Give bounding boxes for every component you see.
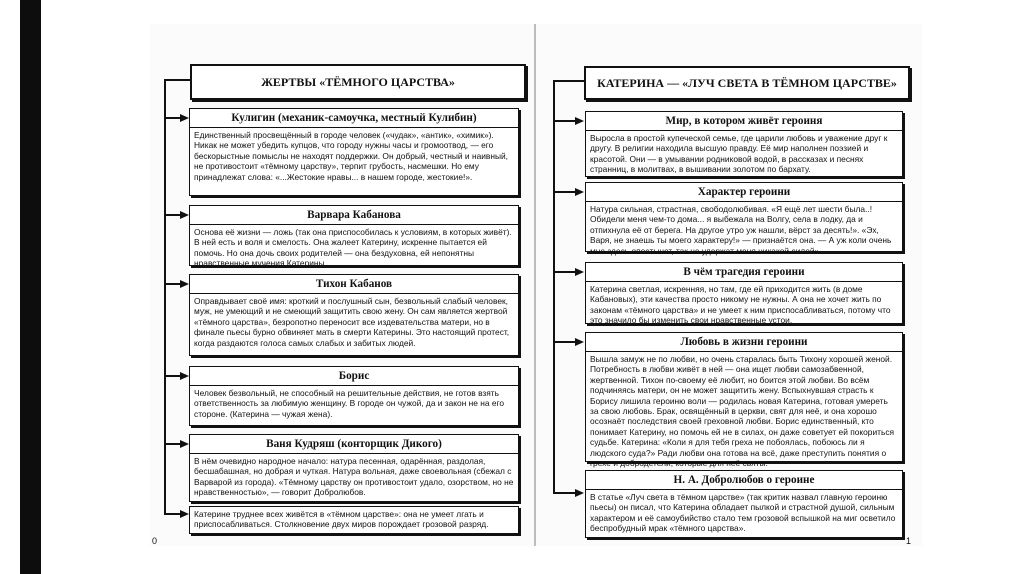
page-number: 0 xyxy=(152,536,158,546)
card-body: В нём очевидно народное начало: натура песенная, одарённая, раздолая, бесшабашная, но добрая и чуткая. Натура вольная, даже своевольная (сбежал с Варварой из города). «Тёмному царству он противостоит удало, озорством, но не нравственностью», — говорит Добролюбов. xyxy=(189,453,519,502)
card-varvara xyxy=(189,205,519,269)
card-tragedy xyxy=(585,262,903,324)
branch-line xyxy=(553,271,576,273)
card-title: Варвара Кабанова xyxy=(189,205,519,225)
card-body: Единственный просвещённый в городе человек («чудак», «антик», «химик»). Никак не может убедить купцов, что городу нужны часы и громоотвод, — его бескорыстные помыслы не находят поддержки. Он добрый, честный и наивный, не противостоит «тёмному царству», терпит грубость, насмешки. Но ему принадлежат слова: «...Жестокие нравы... в нашем городе, жестокие!». xyxy=(189,127,519,196)
card-kudryash xyxy=(189,434,519,502)
card-love xyxy=(585,332,903,469)
arrow-right-icon xyxy=(180,440,189,448)
right-main-title: КАТЕРИНА — «ЛУЧ СВЕТА В ТЁМНОМ ЦАРСТВЕ» xyxy=(584,66,910,100)
card-title: Н. А. Добролюбов о героине xyxy=(585,470,903,490)
card-dobrolyubov xyxy=(585,470,903,538)
card-character xyxy=(585,182,903,256)
card-title: Характер героини xyxy=(585,182,903,202)
card-tikhon xyxy=(189,274,519,356)
card-title: В чём трагедия героини xyxy=(585,262,903,282)
dark-side-bar xyxy=(20,0,41,574)
arrow-right-icon xyxy=(180,280,189,288)
card-body: Оправдывает своё имя: кроткий и послушный сын, безвольный слабый человек, муж, не умеющий и не смеющий защитить свою жену. Он сам является жертвой «тёмного царства», безропотно переносит все издевательства матери, но в финале пьесы бурно обвиняет мать в смерти Катерины. Это настоящий протест, когда раздаются голоса самых слабых и забитых людей. xyxy=(189,293,519,356)
left-connector-top xyxy=(164,79,190,81)
card-boris xyxy=(189,366,519,426)
card-title: Любовь в жизни героини xyxy=(585,332,903,352)
branch-line xyxy=(553,120,576,122)
arrow-right-icon xyxy=(575,338,584,346)
card-title: Борис xyxy=(189,366,519,386)
left-connector-line xyxy=(164,79,166,514)
arrow-right-icon xyxy=(180,114,189,122)
arrow-right-icon xyxy=(575,117,584,125)
right-connector-top xyxy=(553,80,584,82)
page-number: 1 xyxy=(906,536,912,546)
card-body: Натура сильная, страстная, свободолюбивая. «Я ещё лет шести была..! Обидели меня чем-то дома... я выбежала на Волгу, села в лодку, да и отпихнула её от берега. На другое утро уж нашли, вёрст за десять!». «Эх, Варя, не знаешь ты моего характеру!» — признаётся она. — А уж коли очень мне здесь опостынет, так не удержат меня никакой силой». xyxy=(585,201,903,252)
arrow-right-icon xyxy=(180,510,189,518)
card-body: Катерина светлая, искренняя, но там, где ей приходится жить (в доме Кабановых), эти качества просто никому не нужны. А она не хочет жить по законам «тёмного царства» и не умеет к ним приспосабливаться, потому что это значило бы изменить свои нравственные устои. xyxy=(585,281,903,324)
left-footer-note: Катерине труднее всех живётся в «тёмном царстве»: она не умеет лгать и приспосабливаться. Столкновение двух миров порождает грозовой разряд. xyxy=(189,506,519,534)
card-title: Кулигин (механик-самоучка, местный Кулибин) xyxy=(189,108,519,128)
branch-line xyxy=(553,492,576,494)
card-body: Человек безвольный, не способный на решительные действия, не готов взять ответственность за любимую женщину. В городе он чужой, да и закон не на его стороне. (Катерина — чужая жена). xyxy=(189,385,519,426)
card-world xyxy=(585,111,903,177)
card-title: Ваня Кудряш (конторщик Дикого) xyxy=(189,434,519,454)
right-connector-line xyxy=(553,80,555,493)
branch-line xyxy=(553,341,576,343)
card-body: В статье «Луч света в тёмном царстве» (так критик назвал главную героиню пьесы) он писал, что Катерина обладает пылкой и страстной душой, сильным характером и её самоубийство стало тем грозовой вспышкой на миг осветило беспробудный мрак «тёмного царства». xyxy=(585,489,903,538)
card-body: Выросла в простой купеческой семье, где царили любовь и уважение друг к другу. В религии находила высшую правду. Её мир наполнен поэзией и красотой. Они — в умывании родниковой водой, в рассказах и песнях странниц, в молитвах, в вышивании золотом по бархату. xyxy=(585,130,903,177)
card-body: Основа её жизни — ложь (так она приспособилась к условиям, в которых живёт). В ней есть и воля и смелость. Она жалеет Катерину, искренне пытается ей помочь. Но она дочь своих родителей — она бездуховна, ей непонятны нравственные мучения Катерины. xyxy=(189,224,519,266)
arrow-right-icon xyxy=(180,372,189,380)
left-main-title: ЖЕРТВЫ «ТЁМНОГО ЦАРСТВА» xyxy=(190,64,526,100)
arrow-right-icon xyxy=(180,211,189,219)
page-divider xyxy=(534,24,536,546)
arrow-right-icon xyxy=(575,489,584,497)
card-title: Тихон Кабанов xyxy=(189,274,519,294)
card-kuligin xyxy=(189,108,519,196)
card-body: Вышла замуж не по любви, но очень старалась быть Тихону хорошей женой. Потребность в любви живёт в ней — она ищет любви самозабвенной, жертвенной. Тихон по-своему её любит, но боится этой любви. Во всём подчиняясь матери, он не может защитить жену. Вспыхнувшая страсть к Борису лишила героиню воли — родилась новая Катерина, готовая умереть за свою любовь. Брак, освящённый в церкви, свят для неё, и она хорошо осознаёт последствия своей греховной любви. Борис единственный, кто понимает Катерину, но помочь ей не в силах, он даже советует ей покориться судьбе. Катерина: «Коли я для тебя греха не побоялась, побоюсь ли я людского суда?» Ради любви она готова на всё, даже преступить понятия о грехе и добродетели, которые для неё святы. xyxy=(585,351,903,462)
arrow-right-icon xyxy=(575,268,584,276)
card-title: Мир, в котором живёт героиня xyxy=(585,111,903,131)
arrow-right-icon xyxy=(575,188,584,196)
branch-line xyxy=(553,191,576,193)
